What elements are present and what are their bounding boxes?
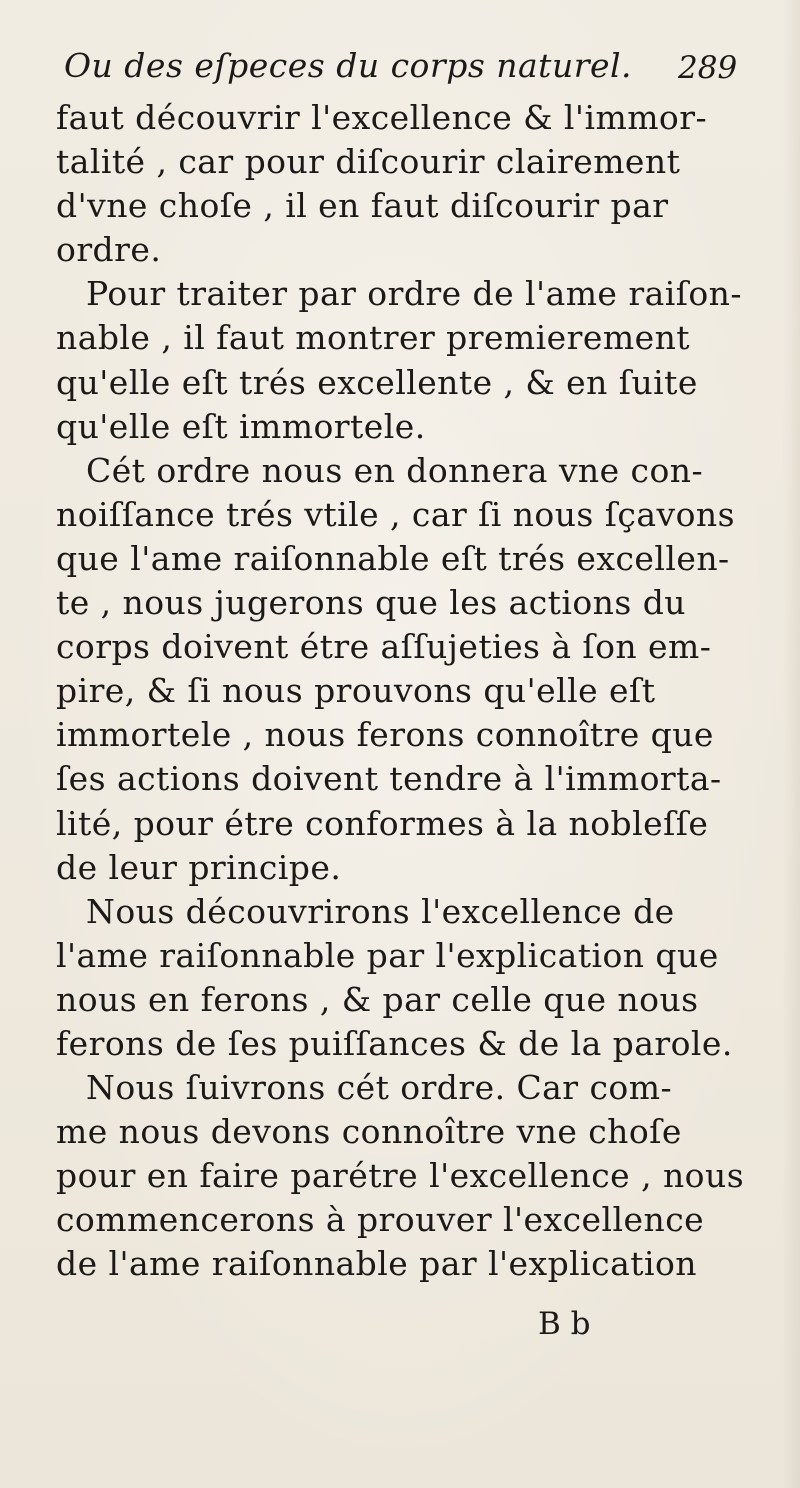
text-line: faut découvrir l'excellence & l'immor- [56, 98, 708, 137]
text-line: que l'ame raiſonnable eſt trés excellen- [56, 538, 730, 578]
body-text [56, 96, 768, 1287]
page-edge-shadow [782, 0, 800, 1488]
text-line: de leur principe. [56, 847, 342, 887]
text-line: pour en faire parétre l'excellence , nous [56, 1156, 745, 1196]
text-line: commencerons à prouver l'excellence [56, 1200, 705, 1240]
text-line: me nous devons connoître vne choſe [56, 1112, 682, 1152]
page-number: 289 [678, 50, 738, 86]
text-line: immortele , nous ferons connoître que [56, 715, 714, 755]
text-line: l'ame raiſonnable par l'explication que [56, 935, 719, 975]
running-title: Ou des eſpeces du corps naturel. [64, 46, 633, 85]
text-line: Nous ſuivrons cét ordre. Car com- [86, 1068, 673, 1108]
text-line: corps doivent étre aſſujeties à ſon em- [56, 627, 712, 667]
text-line: pire, & ſi nous prouvons qu'elle eſt [56, 671, 656, 711]
text-line: nous en ferons , & par celle que nous [56, 979, 699, 1019]
text-line: te , nous jugerons que les actions du [56, 583, 686, 623]
text-line: talité , car pour diſcourir clairement [56, 142, 681, 182]
text-line: nable , il faut montrer premierement [56, 318, 690, 358]
text-line: Nous découvrirons l'excellence de [86, 891, 675, 931]
text-line: qu'elle eſt immortele. [56, 406, 426, 446]
text-line: Pour traiter par ordre de l'ame raiſon- [86, 274, 742, 314]
text-line: ordre. [56, 230, 162, 270]
text-line: ſes actions doivent tendre à l'immorta- [56, 759, 722, 799]
page-header [64, 40, 764, 96]
text-line: de l'ame raiſonnable par l'explication [56, 1244, 697, 1284]
text-line: noiſſance trés vtile , car ſi nous ſçavons [56, 494, 735, 534]
text-line: lité, pour étre conformes à la nobleſſe [56, 803, 709, 843]
text-line: Cét ordre nous en donnera vne con- [86, 450, 704, 490]
text-line: d'vne choſe , il en faut diſcourir par [56, 186, 669, 226]
text-line: ferons de ſes puiſſances & de la parole. [56, 1023, 733, 1063]
signature-mark: B b [538, 1306, 591, 1342]
text-line: qu'elle eſt trés excellente , & en ſuite [56, 362, 698, 402]
